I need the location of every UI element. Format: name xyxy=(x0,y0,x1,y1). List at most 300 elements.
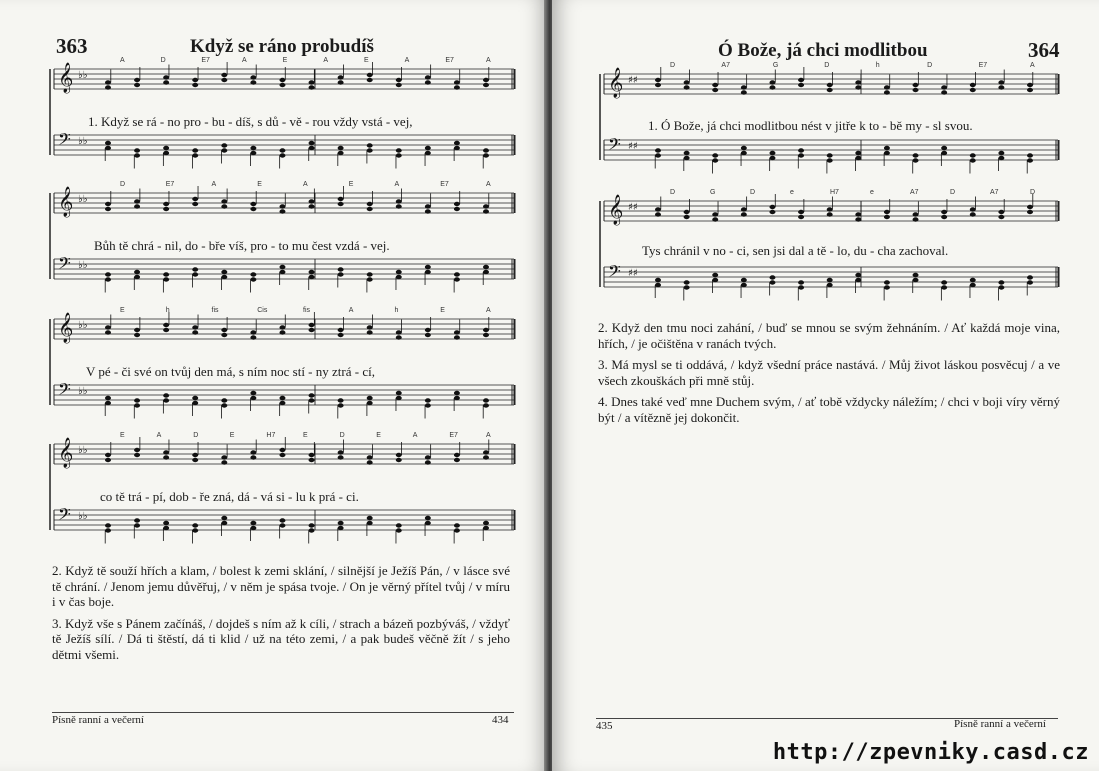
key-signature-sharps-icon: ♯♯ xyxy=(628,141,638,152)
note-head xyxy=(163,328,169,332)
note-head xyxy=(367,202,373,206)
chord-symbol: E7 xyxy=(165,181,175,188)
note-head xyxy=(741,90,747,94)
note-head xyxy=(163,146,169,150)
note-head xyxy=(483,526,489,530)
note-head xyxy=(684,215,690,219)
chord-symbol: A xyxy=(120,57,125,64)
chord-symbol: D xyxy=(927,62,933,69)
chord-symbol: D xyxy=(824,62,830,69)
lyric-line: co tě trá - pí, dob - ře zná, dá - vá si - lu k prá - ci. xyxy=(100,489,359,504)
note-head xyxy=(396,153,402,157)
chord-symbol: D xyxy=(670,189,676,196)
note-head xyxy=(192,523,198,527)
note-head xyxy=(970,153,976,157)
chord-symbol: G xyxy=(772,62,779,69)
note-head xyxy=(105,528,111,532)
note-head xyxy=(941,215,947,219)
note-head xyxy=(998,80,1004,84)
bass-clef-icon: 𝄢 xyxy=(608,261,621,285)
note-head xyxy=(279,396,285,400)
bass-clef-icon: 𝄢 xyxy=(58,504,71,528)
note-head xyxy=(998,215,1004,219)
note-head xyxy=(913,88,919,92)
note-head xyxy=(134,204,140,208)
note-head xyxy=(279,265,285,269)
key-signature-flats-icon: ♭♭ xyxy=(78,260,88,271)
chord-symbol: A7 xyxy=(990,189,999,196)
note-head xyxy=(396,523,402,527)
note-head xyxy=(483,521,489,525)
note-head xyxy=(712,217,718,221)
note-head xyxy=(163,80,169,84)
note-head xyxy=(855,85,861,89)
note-head xyxy=(396,458,402,462)
note-head xyxy=(279,401,285,405)
note-head xyxy=(454,85,460,89)
note-head xyxy=(367,272,373,276)
chord-symbol: A xyxy=(303,181,308,188)
note-head xyxy=(1027,280,1033,284)
key-signature-flats-icon: ♭♭ xyxy=(78,320,88,331)
note-head xyxy=(454,207,460,211)
note-head xyxy=(192,401,198,405)
note-head xyxy=(192,78,198,82)
note-head xyxy=(105,207,111,211)
note-head xyxy=(941,151,947,155)
note-head xyxy=(250,277,256,281)
note-head xyxy=(221,270,227,274)
note-head xyxy=(309,323,315,327)
note-head xyxy=(367,325,373,329)
chord-symbol: E xyxy=(376,432,381,439)
note-head xyxy=(134,523,140,527)
chord-symbol: D xyxy=(670,62,676,69)
note-head xyxy=(163,398,169,402)
note-head xyxy=(827,83,833,87)
note-head xyxy=(250,75,256,79)
note-head xyxy=(913,153,919,157)
note-head xyxy=(855,151,861,155)
note-head xyxy=(309,146,315,150)
note-head xyxy=(367,143,373,147)
chord-symbol: E xyxy=(440,307,445,314)
note-head xyxy=(192,83,198,87)
note-head xyxy=(483,333,489,337)
note-head xyxy=(338,80,344,84)
note-head xyxy=(741,207,747,211)
note-head xyxy=(338,333,344,337)
note-head xyxy=(221,455,227,459)
chord-symbol: D xyxy=(1030,189,1036,196)
note-head xyxy=(798,285,804,289)
note-head xyxy=(192,330,198,334)
chord-symbol: A xyxy=(1030,62,1035,69)
note-head xyxy=(712,158,718,162)
note-head xyxy=(105,272,111,276)
note-head xyxy=(712,212,718,216)
note-head xyxy=(970,283,976,287)
chord-symbol: A7 xyxy=(910,189,919,196)
chord-symbol: E xyxy=(364,57,369,64)
note-head xyxy=(192,153,198,157)
note-head xyxy=(425,265,431,269)
note-head xyxy=(338,146,344,150)
note-head xyxy=(769,275,775,279)
note-head xyxy=(425,398,431,402)
note-head xyxy=(425,151,431,155)
note-head xyxy=(425,455,431,459)
chord-symbol: A xyxy=(486,432,491,439)
bass-clef-icon: 𝄢 xyxy=(58,253,71,277)
note-head xyxy=(279,448,285,452)
note-head xyxy=(338,526,344,530)
note-head xyxy=(941,85,947,89)
note-head xyxy=(454,528,460,532)
note-head xyxy=(105,330,111,334)
note-head xyxy=(655,278,661,282)
chord-symbol: E xyxy=(257,181,262,188)
note-head xyxy=(163,526,169,530)
note-head xyxy=(655,153,661,157)
note-head xyxy=(1027,153,1033,157)
treble-clef-icon: 𝄞 xyxy=(58,438,74,468)
note-head xyxy=(827,158,833,162)
note-head xyxy=(192,458,198,462)
note-head xyxy=(105,277,111,281)
note-head xyxy=(134,275,140,279)
treble-clef-icon: 𝄞 xyxy=(58,313,74,343)
note-head xyxy=(134,83,140,87)
note-head xyxy=(163,393,169,397)
chord-symbol: H7 xyxy=(266,432,276,439)
note-head xyxy=(913,278,919,282)
note-head xyxy=(338,272,344,276)
note-head xyxy=(684,156,690,160)
note-head xyxy=(134,270,140,274)
key-signature-flats-icon: ♭♭ xyxy=(78,70,88,81)
note-head xyxy=(163,521,169,525)
note-head xyxy=(338,267,344,271)
note-head xyxy=(279,453,285,457)
note-head xyxy=(425,333,431,337)
note-head xyxy=(769,205,775,209)
note-head xyxy=(134,448,140,452)
note-head xyxy=(338,398,344,402)
note-head xyxy=(221,143,227,147)
note-head xyxy=(970,207,976,211)
note-head xyxy=(338,328,344,332)
note-head xyxy=(338,202,344,206)
note-head xyxy=(250,272,256,276)
note-head xyxy=(1027,158,1033,162)
music-system-4 xyxy=(48,432,516,552)
note-head xyxy=(250,521,256,525)
note-head xyxy=(1027,205,1033,209)
note-head xyxy=(221,148,227,152)
note-head xyxy=(884,280,890,284)
note-head xyxy=(1027,83,1033,87)
note-head xyxy=(279,204,285,208)
key-signature-flats-icon: ♭♭ xyxy=(78,386,88,397)
key-signature-sharps-icon: ♯♯ xyxy=(628,268,638,279)
chord-symbol: A xyxy=(156,432,162,439)
note-head xyxy=(684,80,690,84)
note-head xyxy=(712,278,718,282)
note-head xyxy=(1027,210,1033,214)
note-head xyxy=(769,210,775,214)
note-head xyxy=(884,146,890,150)
note-head xyxy=(309,275,315,279)
note-head xyxy=(970,278,976,282)
song-number: 364 xyxy=(1028,38,1060,62)
note-head xyxy=(483,204,489,208)
note-head xyxy=(454,391,460,395)
note-head xyxy=(221,516,227,520)
note-head xyxy=(684,280,690,284)
chord-symbol: A xyxy=(211,181,217,188)
note-head xyxy=(454,146,460,150)
note-head xyxy=(483,78,489,82)
note-head xyxy=(105,401,111,405)
note-head xyxy=(913,83,919,87)
note-head xyxy=(250,455,256,459)
note-head xyxy=(798,83,804,87)
note-head xyxy=(134,153,140,157)
music-system-1 xyxy=(48,57,516,177)
key-signature-flats-icon: ♭♭ xyxy=(78,511,88,522)
note-head xyxy=(367,401,373,405)
note-head xyxy=(338,403,344,407)
note-head xyxy=(684,151,690,155)
chord-symbol: E xyxy=(120,307,125,314)
note-head xyxy=(105,453,111,457)
note-head xyxy=(396,396,402,400)
note-head xyxy=(396,199,402,203)
note-head xyxy=(483,398,489,402)
note-head xyxy=(396,275,402,279)
lyric-line: 1. Když se rá - no pro - bu - díš, s dů - vě - rou vždy vstá - vej, xyxy=(88,114,413,129)
note-head xyxy=(741,283,747,287)
note-head xyxy=(769,156,775,160)
note-head xyxy=(827,283,833,287)
note-head xyxy=(941,210,947,214)
note-head xyxy=(970,212,976,216)
note-head xyxy=(425,460,431,464)
note-head xyxy=(338,521,344,525)
note-head xyxy=(454,523,460,527)
note-head xyxy=(221,521,227,525)
note-head xyxy=(163,272,169,276)
watermark-url: http://zpevniky.casd.cz xyxy=(772,740,1089,765)
note-head xyxy=(105,325,111,329)
note-head xyxy=(163,455,169,459)
note-head xyxy=(192,267,198,271)
note-head xyxy=(105,141,111,145)
note-head xyxy=(105,202,111,206)
note-head xyxy=(884,215,890,219)
key-signature-sharps-icon: ♯♯ xyxy=(628,75,638,86)
note-head xyxy=(655,207,661,211)
note-head xyxy=(134,453,140,457)
note-head xyxy=(941,280,947,284)
note-head xyxy=(827,153,833,157)
note-head xyxy=(454,330,460,334)
note-head xyxy=(105,396,111,400)
note-head xyxy=(941,146,947,150)
chord-symbol: E xyxy=(303,432,308,439)
music-system-2 xyxy=(48,181,516,301)
note-head xyxy=(483,270,489,274)
chord-symbol: D xyxy=(193,432,199,439)
chord-symbol: e xyxy=(870,189,874,196)
note-head xyxy=(279,518,285,522)
note-head xyxy=(396,148,402,152)
note-head xyxy=(998,285,1004,289)
chord-symbol: fis xyxy=(303,307,310,314)
chord-symbol: E7 xyxy=(445,57,454,64)
note-head xyxy=(279,330,285,334)
note-head xyxy=(712,153,718,157)
note-head xyxy=(309,199,315,203)
verse: 3. Má mysl se ti oddává, / když všední práce nastává. / Můj život láskou posvěcuj / a ve všech zkouškách při mně stůj. xyxy=(598,357,1060,388)
note-head xyxy=(338,455,344,459)
note-head xyxy=(367,460,373,464)
note-head xyxy=(134,398,140,402)
note-head xyxy=(941,285,947,289)
song-title: Ó Bože, já chci modlitbou xyxy=(718,40,928,61)
note-head xyxy=(855,212,861,216)
note-head xyxy=(1027,275,1033,279)
note-head xyxy=(134,328,140,332)
note-head xyxy=(655,283,661,287)
note-head xyxy=(884,285,890,289)
note-head xyxy=(425,270,431,274)
note-head xyxy=(483,153,489,157)
note-head xyxy=(827,207,833,211)
note-head xyxy=(425,328,431,332)
note-head xyxy=(998,156,1004,160)
note-head xyxy=(105,458,111,462)
music-system-3 xyxy=(48,307,516,427)
chord-symbol: D xyxy=(950,189,956,196)
note-head xyxy=(998,151,1004,155)
note-head xyxy=(163,202,169,206)
chord-symbol: E7 xyxy=(440,181,449,188)
note-head xyxy=(279,325,285,329)
note-head xyxy=(221,403,227,407)
note-head xyxy=(338,151,344,155)
note-head xyxy=(769,280,775,284)
note-head xyxy=(454,396,460,400)
note-head xyxy=(367,516,373,520)
bass-clef-icon: 𝄢 xyxy=(608,134,621,158)
note-head xyxy=(884,90,890,94)
page-number: 434 xyxy=(492,714,509,726)
note-head xyxy=(998,210,1004,214)
note-head xyxy=(279,83,285,87)
note-head xyxy=(309,270,315,274)
chord-symbol: E xyxy=(348,181,354,188)
note-head xyxy=(884,85,890,89)
note-head xyxy=(855,273,861,277)
note-head xyxy=(279,270,285,274)
note-head xyxy=(221,204,227,208)
note-head xyxy=(483,403,489,407)
note-head xyxy=(655,78,661,82)
note-head xyxy=(396,453,402,457)
chord-symbol: E xyxy=(229,432,235,439)
note-head xyxy=(425,146,431,150)
note-head xyxy=(483,455,489,459)
chord-symbol: D xyxy=(339,432,345,439)
footer-label: Písně ranní a večerní xyxy=(954,718,1046,730)
verses xyxy=(52,563,510,668)
note-head xyxy=(884,151,890,155)
lyric-line: Tys chránil v no - ci, sen jsi dal a tě - lo, du - cha zachoval. xyxy=(642,243,949,258)
note-head xyxy=(454,141,460,145)
note-head xyxy=(192,197,198,201)
note-head xyxy=(192,396,198,400)
note-head xyxy=(454,335,460,339)
note-head xyxy=(279,153,285,157)
note-head xyxy=(367,277,373,281)
page-number: 435 xyxy=(596,720,613,732)
note-head xyxy=(105,146,111,150)
note-head xyxy=(941,90,947,94)
note-head xyxy=(396,204,402,208)
lyric-line: Bůh tě chrá - nil, do - bře víš, pro - to mu čest vzdá - vej. xyxy=(94,238,390,253)
chord-symbol: A xyxy=(404,57,410,64)
note-head xyxy=(425,80,431,84)
chord-symbol: Cis xyxy=(257,307,268,314)
chord-symbol: A xyxy=(486,181,491,188)
note-head xyxy=(250,391,256,395)
bass-clef-icon: 𝄢 xyxy=(58,129,71,153)
note-head xyxy=(163,450,169,454)
note-head xyxy=(798,215,804,219)
note-head xyxy=(105,523,111,527)
chord-symbol: D xyxy=(160,57,166,64)
song-title: Když se ráno probudíš xyxy=(190,36,374,57)
note-head xyxy=(279,148,285,152)
lyric-line: V pé - či své on tvůj den má, s ním noc stí - ny ztrá - cí, xyxy=(86,364,375,379)
chord-symbol: D xyxy=(120,181,126,188)
note-head xyxy=(309,453,315,457)
verse: 3. Když vše s Pánem začínáš, / dojdeš s ním až k cíli, / strach a bázeň pozbýváš, / vždyť tě Ježíš sílí. / Dá ti štěstí, dá ti klid / už na této zemi, / a pak budeš věčně žít / s jeho dětmi všemi. xyxy=(52,615,510,662)
note-head xyxy=(221,73,227,77)
note-head xyxy=(396,78,402,82)
note-head xyxy=(483,328,489,332)
note-head xyxy=(913,217,919,221)
note-head xyxy=(250,450,256,454)
chord-symbol: E xyxy=(282,57,288,64)
note-head xyxy=(134,403,140,407)
note-head xyxy=(913,158,919,162)
note-head xyxy=(163,323,169,327)
chord-symbol: A xyxy=(242,57,247,64)
verses xyxy=(598,320,1060,431)
key-signature-flats-icon: ♭♭ xyxy=(78,136,88,147)
note-head xyxy=(192,453,198,457)
note-head xyxy=(163,277,169,281)
note-head xyxy=(309,398,315,402)
chord-symbol: h xyxy=(394,307,399,314)
note-head xyxy=(396,391,402,395)
note-head xyxy=(425,521,431,525)
chord-symbol: D xyxy=(750,189,756,196)
note-head xyxy=(454,453,460,457)
